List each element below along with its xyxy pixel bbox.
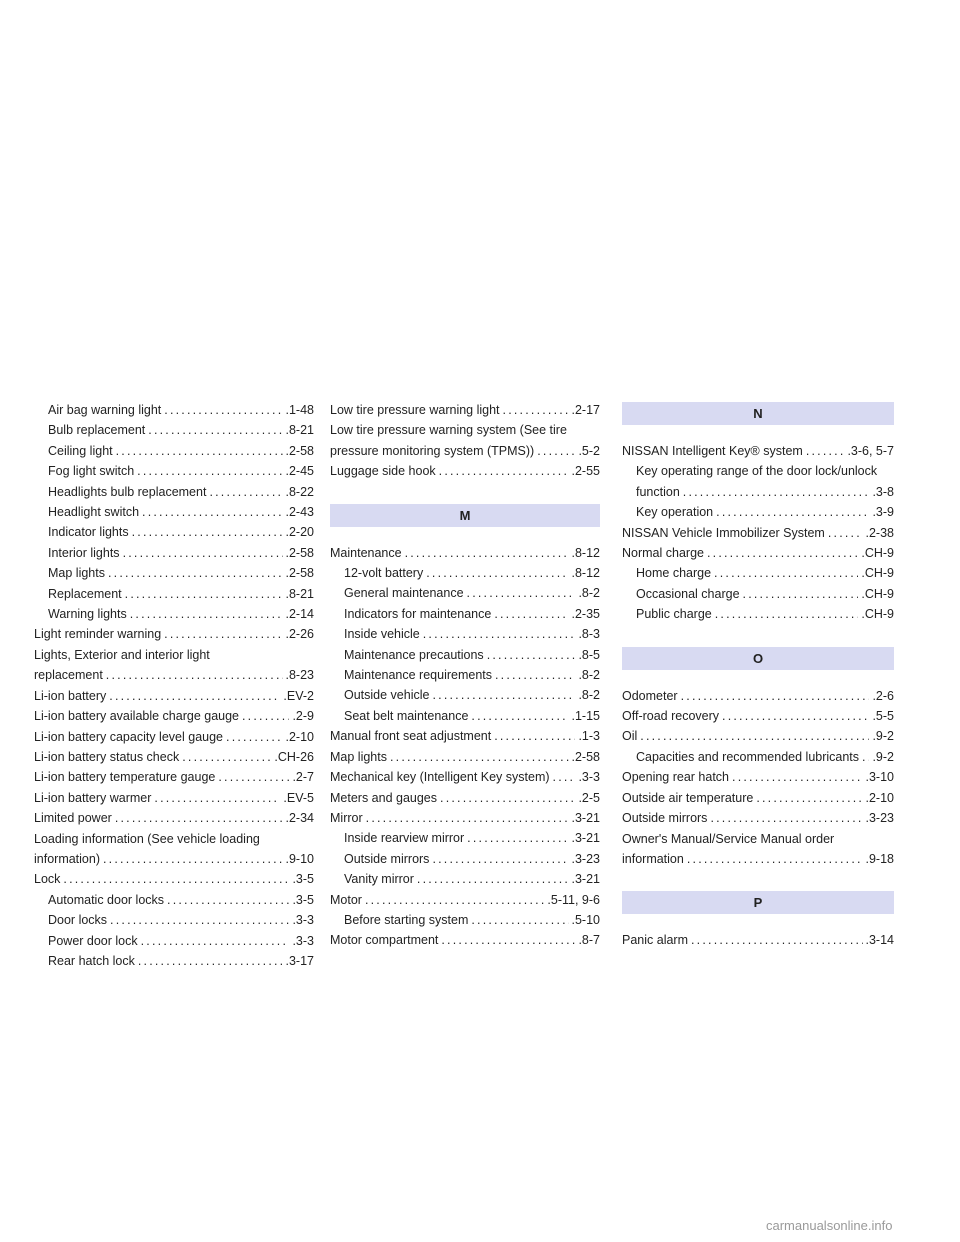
index-entry <box>622 686 894 706</box>
index-entry-term: Bulb replacement <box>48 420 148 440</box>
index-entry-page: .2-6 <box>869 686 894 706</box>
index-entry-page: .3-6, 5-7 <box>844 441 894 461</box>
leader-dots <box>125 584 283 604</box>
index-entry-term: Panic alarm <box>622 930 691 950</box>
leader-dots <box>710 808 862 828</box>
index-entry-term: Replacement <box>48 584 125 604</box>
index-entry-term: Power door lock <box>48 931 141 951</box>
leader-dots <box>732 767 862 787</box>
index-entry-page: .9-10 <box>283 849 315 869</box>
leader-dots <box>390 747 569 767</box>
index-entry-term: Key operation <box>636 502 716 522</box>
index-entry-term: NISSAN Vehicle Immobilizer System <box>622 523 828 543</box>
index-entry <box>34 563 314 583</box>
index-entry-page: .3-21 <box>569 828 601 848</box>
leader-dots <box>164 400 282 420</box>
leader-dots <box>828 523 863 543</box>
leader-dots <box>494 604 568 624</box>
index-entry <box>330 828 600 848</box>
index-entry-term: Maintenance <box>330 543 405 563</box>
leader-dots <box>691 930 863 950</box>
leader-dots <box>471 910 568 930</box>
index-entry-page: .1-3 <box>575 726 600 746</box>
index-entry-page: .2-58 <box>283 543 315 563</box>
index-entry-term: Odometer <box>622 686 681 706</box>
index-entry <box>622 808 894 828</box>
index-entry <box>34 686 314 706</box>
index-entry <box>330 910 600 930</box>
index-entry-page: .3-8 <box>869 482 894 502</box>
leader-dots <box>137 461 282 481</box>
section-header-p: P <box>622 891 894 914</box>
leader-dots <box>707 543 858 563</box>
index-entry-page: .9-2 <box>869 747 894 767</box>
leader-dots <box>471 706 568 726</box>
index-entry <box>622 767 894 787</box>
index-column-3 <box>622 400 894 951</box>
index-entry-page: .3-23 <box>863 808 895 828</box>
index-entry-term: Manual front seat adjustment <box>330 726 494 746</box>
index-entry-page: .2-20 <box>283 522 315 542</box>
index-entry-page: .8-2 <box>575 685 600 705</box>
section-header-o: O <box>622 647 894 670</box>
leader-dots <box>110 910 289 930</box>
index-entry <box>622 441 894 461</box>
index-entry <box>34 849 314 869</box>
index-entry-page: .8-12 <box>569 563 601 583</box>
index-entry-term: Outside vehicle <box>344 685 432 705</box>
index-entry-page: .2-34 <box>283 808 315 828</box>
leader-dots <box>681 686 870 706</box>
index-entry-page: .3-14 <box>863 930 895 950</box>
index-entry-term: Capacities and recommended lubricants <box>636 747 862 767</box>
index-entry-term: Seat belt maintenance <box>344 706 471 726</box>
index-entry-term: Li-ion battery status check <box>34 747 182 767</box>
index-entry <box>330 849 600 869</box>
leader-dots <box>138 951 283 971</box>
index-entry <box>330 890 600 910</box>
leader-dots <box>487 645 576 665</box>
index-entry <box>330 604 600 624</box>
index-entry <box>34 829 314 849</box>
leader-dots <box>553 767 576 787</box>
index-entry-page: .2-7 <box>289 767 314 787</box>
index-entry-page: .8-2 <box>575 665 600 685</box>
index-entry-term: information) <box>34 849 103 869</box>
index-entry-page: .3-21 <box>569 808 601 828</box>
index-entry-page: .2-43 <box>283 502 315 522</box>
index-entry <box>330 543 600 563</box>
index-entry <box>330 563 600 583</box>
index-entry-page: .2-45 <box>283 461 315 481</box>
leader-dots <box>862 747 869 767</box>
index-entry-page: .3-23 <box>569 849 601 869</box>
index-entry-page: .8-2 <box>575 583 600 603</box>
index-entry-term: Inside rearview mirror <box>344 828 467 848</box>
index-entry <box>34 645 314 665</box>
index-entry-term: Maintenance precautions <box>344 645 487 665</box>
index-entry <box>34 624 314 644</box>
index-entry-term: Oil <box>622 726 640 746</box>
index-entry <box>330 665 600 685</box>
index-entry-page: .5-2 <box>575 441 600 461</box>
index-entry <box>34 461 314 481</box>
index-entry-page: .9-18 <box>863 849 895 869</box>
index-entry-page: .3-3 <box>289 931 314 951</box>
index-entry-page: .8-3 <box>575 624 600 644</box>
index-entry <box>34 502 314 522</box>
index-entry-page: .8-21 <box>283 584 315 604</box>
index-entry-term: Motor compartment <box>330 930 441 950</box>
index-entry <box>34 665 314 685</box>
index-entry-page: .2-17 <box>569 400 601 420</box>
index-entry <box>330 930 600 950</box>
leader-dots <box>63 869 289 889</box>
index-entry-page: .2-5 <box>575 788 600 808</box>
index-entry-term: Low tire pressure warning light <box>330 400 503 420</box>
index-entry-term: Li-ion battery capacity level gauge <box>34 727 226 747</box>
leader-dots <box>405 543 569 563</box>
watermark-logo: carmanualsonline.info <box>766 1218 893 1233</box>
leader-dots <box>756 788 862 808</box>
index-column-2 <box>330 400 600 951</box>
leader-dots <box>365 890 544 910</box>
leader-dots <box>495 665 575 685</box>
index-entry <box>622 482 894 502</box>
index-entry-page: .8-7 <box>575 930 600 950</box>
leader-dots <box>182 747 271 767</box>
leader-dots <box>116 441 283 461</box>
index-entry <box>330 461 600 481</box>
leader-dots <box>432 849 568 869</box>
index-entry-term: Off-road recovery <box>622 706 722 726</box>
index-entry <box>34 747 314 767</box>
index-entry-term: Maintenance requirements <box>344 665 495 685</box>
index-entry-page: .5-11, 9-6 <box>544 890 600 910</box>
index-entry <box>34 890 314 910</box>
leader-dots <box>722 706 869 726</box>
index-entry <box>622 523 894 543</box>
index-entry-term: Vanity mirror <box>344 869 417 889</box>
index-entry-page: .CH-9 <box>858 604 894 624</box>
leader-dots <box>806 441 845 461</box>
index-entry-term: Opening rear hatch <box>622 767 732 787</box>
index-entry-text: Loading information (See vehicle loading <box>34 831 260 846</box>
index-entry-term: Before starting system <box>344 910 471 930</box>
index-entry-page: .8-5 <box>575 645 600 665</box>
index-entry-term: Indicators for maintenance <box>344 604 494 624</box>
leader-dots <box>167 890 289 910</box>
index-entry-page: .CH-9 <box>858 563 894 583</box>
index-entry-page: .2-10 <box>283 727 315 747</box>
index-entry <box>34 400 314 420</box>
index-entry-term: replacement <box>34 665 106 685</box>
index-entry <box>34 482 314 502</box>
index-entry-term: Rear hatch lock <box>48 951 138 971</box>
index-entry-term: Door locks <box>48 910 110 930</box>
index-entry <box>34 441 314 461</box>
index-entry <box>34 788 314 808</box>
index-entry-page: .2-10 <box>863 788 895 808</box>
leader-dots <box>715 604 859 624</box>
leader-dots <box>242 706 289 726</box>
index-entry <box>330 685 600 705</box>
index-entry-term: Map lights <box>330 747 390 767</box>
index-entry-term: Map lights <box>48 563 108 583</box>
index-entry-term: Li-ion battery <box>34 686 109 706</box>
index-entry <box>622 543 894 563</box>
index-entry-page: .2-58 <box>283 441 315 461</box>
leader-dots <box>123 543 283 563</box>
index-entry <box>34 522 314 542</box>
index-entry <box>34 543 314 563</box>
index-entry-page: .3-3 <box>289 910 314 930</box>
index-entry-term: Li-ion battery available charge gauge <box>34 706 242 726</box>
index-entry <box>34 706 314 726</box>
index-entry <box>330 645 600 665</box>
index-entry-term: function <box>636 482 683 502</box>
index-entry <box>330 400 600 420</box>
leader-dots <box>423 624 576 644</box>
index-entry-term: pressure monitoring system (TPMS)) <box>330 441 537 461</box>
index-entry-term: Outside mirrors <box>622 808 710 828</box>
index-entry <box>622 829 894 849</box>
index-entry-term: Warning lights <box>48 604 130 624</box>
index-entry-term: Public charge <box>636 604 715 624</box>
index-entry-page: .2-14 <box>283 604 315 624</box>
leader-dots <box>494 726 575 746</box>
index-entry-page: .1-15 <box>569 706 601 726</box>
index-entry-term: Headlights bulb replacement <box>48 482 209 502</box>
index-entry-page: .2-35 <box>569 604 601 624</box>
index-entry-page: .9-2 <box>869 726 894 746</box>
index-entry <box>622 563 894 583</box>
index-entry-term: Limited power <box>34 808 115 828</box>
index-entry-term: Ceiling light <box>48 441 116 461</box>
index-entry-page: .1-48 <box>283 400 315 420</box>
index-entry-page: .CH-26 <box>271 747 314 767</box>
leader-dots <box>130 604 283 624</box>
index-entry <box>34 727 314 747</box>
index-entry-page: .2-9 <box>289 706 314 726</box>
leader-dots <box>640 726 869 746</box>
index-entry-text: Key operating range of the door lock/unlock <box>636 464 878 479</box>
index-entry <box>330 706 600 726</box>
leader-dots <box>432 685 575 705</box>
index-entry-term: Interior lights <box>48 543 123 563</box>
index-entry-term: Lock <box>34 869 63 889</box>
index-entry-term: Outside air temperature <box>622 788 756 808</box>
index-entry-term: Li-ion battery warmer <box>34 788 154 808</box>
index-entry <box>622 788 894 808</box>
index-entry-term: Inside vehicle <box>344 624 423 644</box>
index-entry-term: Mirror <box>330 808 366 828</box>
index-entry <box>330 726 600 746</box>
leader-dots <box>226 727 282 747</box>
index-entry-text: Low tire pressure warning system (See tire <box>330 423 567 438</box>
index-entry-term: Luggage side hook <box>330 461 439 481</box>
leader-dots <box>417 869 569 889</box>
index-entry-term: information <box>622 849 687 869</box>
leader-dots <box>209 482 282 502</box>
index-entry-page: .3-9 <box>869 502 894 522</box>
index-entry <box>34 910 314 930</box>
index-entry-page: .8-23 <box>283 665 315 685</box>
index-entry <box>330 788 600 808</box>
index-entry <box>330 767 600 787</box>
leader-dots <box>164 624 282 644</box>
index-entry <box>34 420 314 440</box>
index-entry-term: Normal charge <box>622 543 707 563</box>
index-entry <box>34 869 314 889</box>
index-entry-page: .3-5 <box>289 869 314 889</box>
index-entry-page: .2-38 <box>863 523 895 543</box>
leader-dots <box>467 828 568 848</box>
index-entry-page: .8-22 <box>283 482 315 502</box>
index-entry <box>330 747 600 767</box>
index-entry-page: .3-5 <box>289 890 314 910</box>
index-entry-term: Headlight switch <box>48 502 142 522</box>
leader-dots <box>683 482 870 502</box>
index-entry-term: Meters and gauges <box>330 788 440 808</box>
leader-dots <box>537 441 575 461</box>
index-entry <box>622 502 894 522</box>
index-entry-page: .CH-9 <box>858 584 894 604</box>
leader-dots <box>218 767 289 787</box>
leader-dots <box>141 931 290 951</box>
index-entry <box>622 726 894 746</box>
index-entry-page: .5-5 <box>869 706 894 726</box>
index-entry-term: General maintenance <box>344 583 467 603</box>
index-entry-text: Owner's Manual/Service Manual order <box>622 831 835 846</box>
index-entry <box>330 624 600 644</box>
index-entry <box>622 461 894 481</box>
index-entry-text: Lights, Exterior and interior light <box>34 647 210 662</box>
index-entry-page: .2-58 <box>569 747 601 767</box>
leader-dots <box>503 400 569 420</box>
index-entry-term: Outside mirrors <box>344 849 432 869</box>
index-entry <box>330 869 600 889</box>
index-entry <box>622 849 894 869</box>
index-entry-page: .3-10 <box>863 767 895 787</box>
index-entry <box>34 931 314 951</box>
index-entry-page: .3-17 <box>283 951 315 971</box>
index-entry-term: Mechanical key (Intelligent Key system) <box>330 767 553 787</box>
index-entry <box>622 706 894 726</box>
leader-dots <box>148 420 282 440</box>
leader-dots <box>687 849 863 869</box>
leader-dots <box>142 502 282 522</box>
leader-dots <box>716 502 869 522</box>
section-header-m: M <box>330 504 600 527</box>
index-entry-term: NISSAN Intelligent Key® system <box>622 441 806 461</box>
index-entry-page: .EV-2 <box>280 686 314 706</box>
leader-dots <box>743 584 859 604</box>
leader-dots <box>115 808 283 828</box>
index-entry <box>330 583 600 603</box>
index-entry <box>34 808 314 828</box>
index-entry-page: .EV-5 <box>280 788 314 808</box>
index-entry-term: Occasional charge <box>636 584 743 604</box>
index-entry <box>622 930 894 950</box>
index-entry-page: .CH-9 <box>858 543 894 563</box>
leader-dots <box>106 665 283 685</box>
leader-dots <box>366 808 569 828</box>
index-entry <box>34 604 314 624</box>
leader-dots <box>426 563 568 583</box>
index-entry-term: Light reminder warning <box>34 624 164 644</box>
index-entry <box>34 951 314 971</box>
index-entry-page: .2-26 <box>283 624 315 644</box>
index-entry-term: Home charge <box>636 563 714 583</box>
index-entry <box>330 420 600 440</box>
leader-dots <box>154 788 280 808</box>
index-entry-page: .2-55 <box>569 461 601 481</box>
leader-dots <box>467 583 576 603</box>
leader-dots <box>103 849 283 869</box>
index-entry-term: 12-volt battery <box>344 563 426 583</box>
leader-dots <box>108 563 283 583</box>
index-entry <box>330 441 600 461</box>
index-entry-term: Fog light switch <box>48 461 137 481</box>
index-entry-term: Air bag warning light <box>48 400 164 420</box>
index-entry-page: .8-12 <box>569 543 601 563</box>
leader-dots <box>714 563 858 583</box>
index-entry <box>622 747 894 767</box>
index-entry-term: Automatic door locks <box>48 890 167 910</box>
index-entry-term: Indicator lights <box>48 522 132 542</box>
index-entry <box>34 767 314 787</box>
leader-dots <box>109 686 280 706</box>
index-entry-term: Motor <box>330 890 365 910</box>
index-entry <box>330 808 600 828</box>
index-entry-page: .2-58 <box>283 563 315 583</box>
index-entry-page: .8-21 <box>283 420 315 440</box>
section-header-n: N <box>622 402 894 425</box>
index-column-1 <box>34 400 314 971</box>
index-entry <box>622 604 894 624</box>
leader-dots <box>441 930 575 950</box>
index-entry <box>34 584 314 604</box>
leader-dots <box>132 522 283 542</box>
leader-dots <box>440 788 575 808</box>
index-entry-page: .3-21 <box>569 869 601 889</box>
index-entry-page: .5-10 <box>569 910 601 930</box>
index-entry-page: .3-3 <box>575 767 600 787</box>
leader-dots <box>439 461 569 481</box>
index-entry-term: Li-ion battery temperature gauge <box>34 767 218 787</box>
index-entry <box>622 584 894 604</box>
